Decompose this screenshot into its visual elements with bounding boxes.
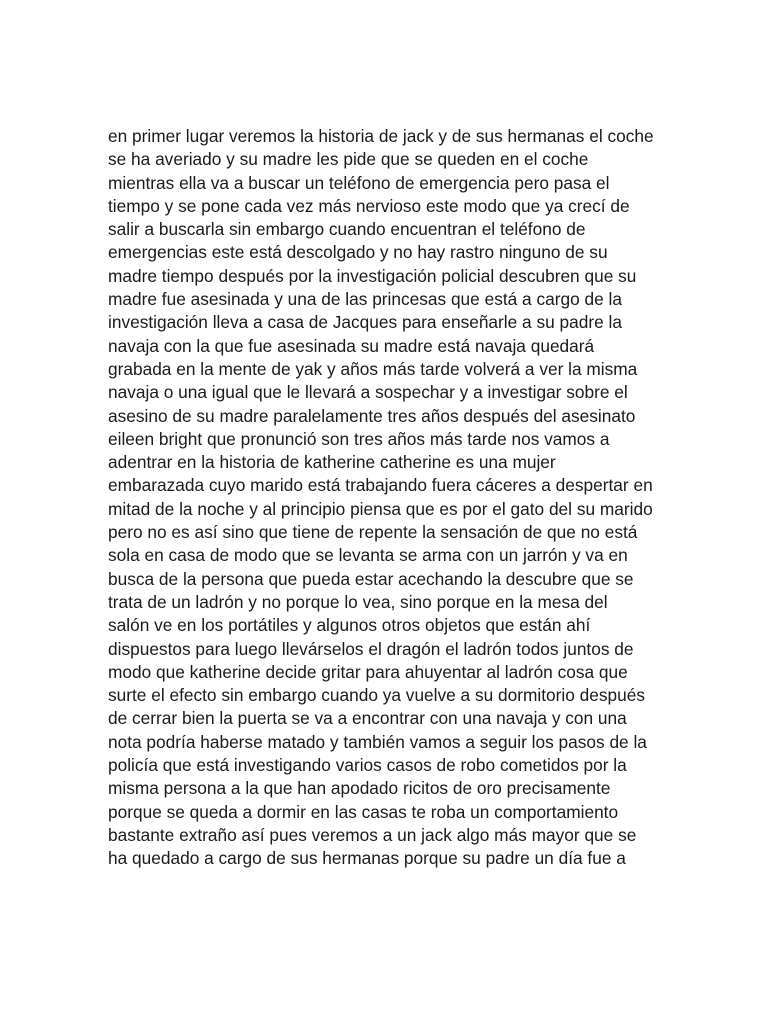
text-line: de cerrar bien la puerta se va a encontrar con una navaja y con una <box>108 708 627 729</box>
text-line: embarazada cuyo marido está trabajando fuera cáceres a despertar en <box>108 475 653 496</box>
text-line: surte el efecto sin embargo cuando ya vuelve a su dormitorio después <box>108 685 645 706</box>
text-line: grabada en la mente de yak y años más tarde volverá a ver la misma <box>108 358 638 379</box>
text-line: porque se queda a dormir en las casas te roba un comportamiento <box>108 801 619 822</box>
text-line: adentrar en la historia de katherine catherine es una mujer <box>108 452 556 473</box>
text-line: bastante extraño así pues veremos a un jack algo más mayor que se <box>108 824 637 845</box>
text-line: emergencias este está descolgado y no hay rastro ninguno de su <box>108 242 608 263</box>
text-line: navaja con la que fue asesinada su madre está navaja quedará <box>108 335 595 356</box>
text-line: trata de un ladrón y no porque lo vea, sino porque en la mesa del <box>108 591 608 612</box>
text-line: policía que está investigando varios casos de robo cometidos por la <box>108 755 627 776</box>
text-line: asesino de su madre paralelamente tres años después del asesinato <box>108 405 636 426</box>
text-line: mientras ella va a buscar un teléfono de emergencia pero pasa el <box>108 172 610 193</box>
text-line: tiempo y se pone cada vez más nervioso este modo que ya crecí de <box>108 195 630 216</box>
text-line: en primer lugar veremos la historia de jack y de sus hermanas el coche <box>108 126 654 146</box>
text-line: dispuestos para luego llevárselos el dragón el ladrón todos juntos de <box>108 638 634 659</box>
text-line: salón ve en los portátiles y algunos otros objetos que están ahí <box>108 615 591 636</box>
text-line: navaja o una igual que le llevará a sospechar y a investigar sobre el <box>108 382 628 403</box>
text-line: salir a buscarla sin embargo cuando encuentran el teléfono de <box>108 219 586 240</box>
text-line: se ha averiado y su madre les pide que se queden en el coche <box>108 149 589 170</box>
text-line: sola en casa de modo que se levanta se arma con un jarrón y va en <box>108 545 628 566</box>
text-line: nota podría haberse matado y también vamos a seguir los pasos de la <box>108 731 647 752</box>
text-line: modo que katherine decide gritar para ahuyentar al ladrón cosa que <box>108 661 628 682</box>
text-line: ha quedado a cargo de sus hermanas porque su padre un día fue a <box>108 848 626 869</box>
text-line: madre tiempo después por la investigación policial descubren que su <box>108 265 637 286</box>
text-line: pero no es así sino que tiene de repente la sensación de que no está <box>108 522 638 543</box>
body-paragraph <box>108 125 668 871</box>
text-line: eileen bright que pronunció son tres años más tarde nos vamos a <box>108 428 610 449</box>
text-line: madre fue asesinada y una de las princesas que está a cargo de la <box>108 289 622 310</box>
text-line: investigación lleva a casa de Jacques para enseñarle a su padre la <box>108 312 622 333</box>
text-line: misma persona a la que han apodado ricitos de oro precisamente <box>108 778 611 799</box>
text-line: mitad de la noche y al principio piensa que es por el gato del su marido <box>108 498 653 519</box>
text-line: busca de la persona que pueda estar acechando la descubre que se <box>108 568 634 589</box>
